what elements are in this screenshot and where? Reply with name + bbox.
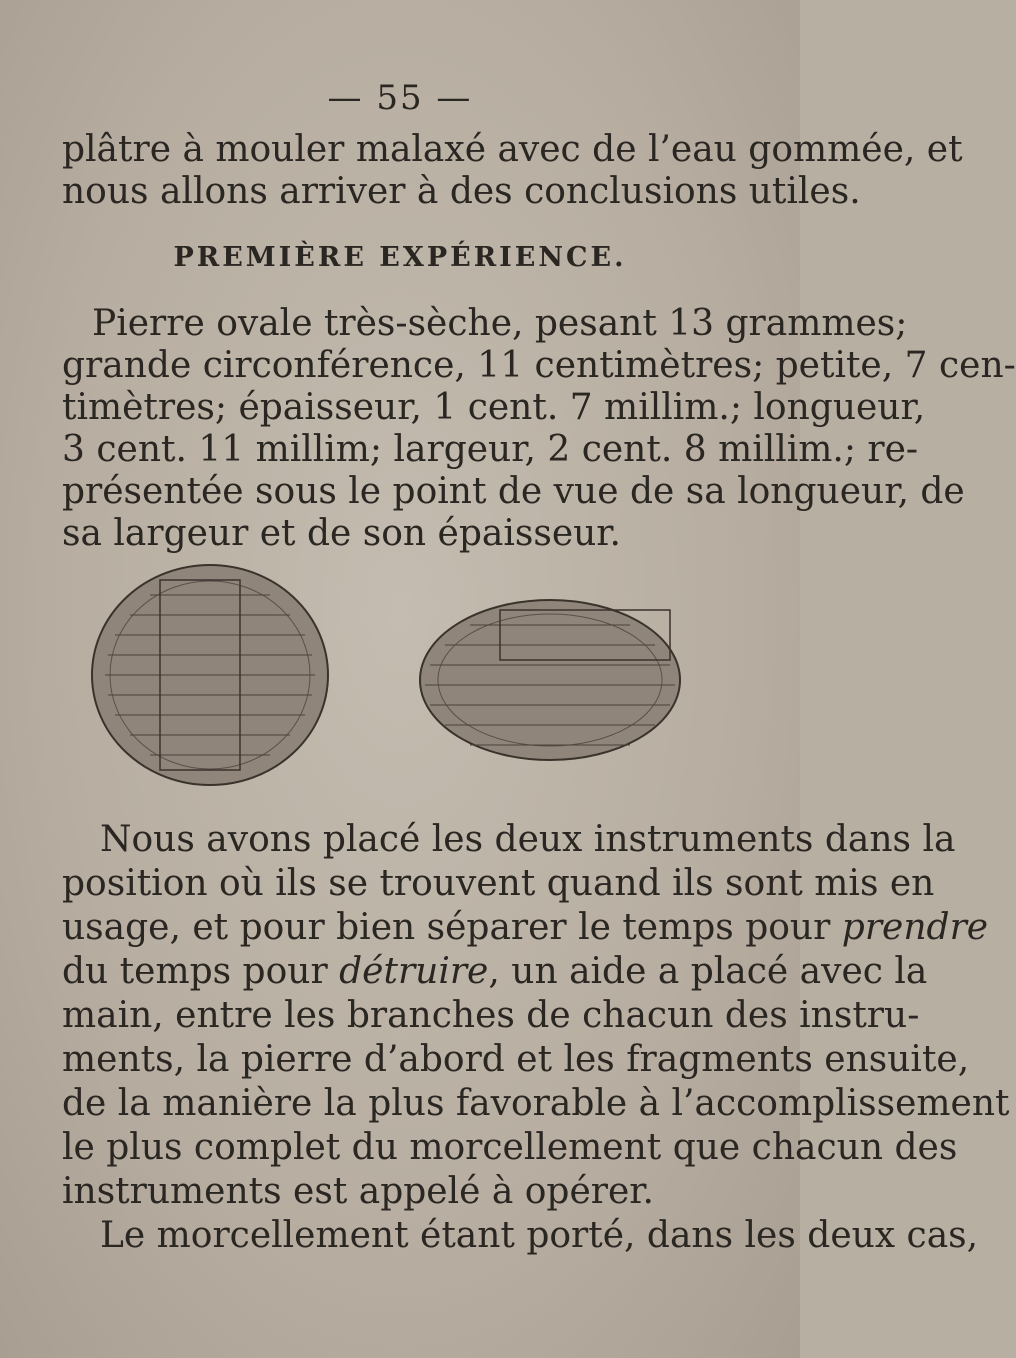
text-line: présentée sous le point de vue de sa longueur, de [62, 471, 965, 512]
page-number: — 55 — [327, 78, 473, 118]
italic-word: détruire [339, 951, 489, 992]
text-line: plâtre à mouler malaxé avec de l’eau gommée, et [62, 129, 963, 170]
text-segment: usage, et pour bien séparer le temps pour [62, 907, 831, 948]
text-line: de la manière la plus favorable à l’accomplissement [62, 1083, 1010, 1124]
text-line: grande circonférence, 11 centimètres; petite, 7 cen- [62, 345, 1016, 386]
text-line [62, 906, 989, 950]
text-line: main, entre les branches de chacun des instru- [62, 995, 920, 1036]
text-segment: du temps pour [62, 951, 328, 992]
text-line: Nous avons placé les deux instruments dans la [100, 819, 956, 860]
text-line: nous allons arriver à des conclusions utiles. [62, 171, 861, 212]
text-line: position où ils se trouvent quand ils sont mis en [62, 863, 935, 904]
text-line: sa largeur et de son épaisseur. [62, 513, 622, 554]
section-heading: PREMIÈRE EXPÉRIENCE. [173, 242, 627, 273]
text-segment: , un aide a placé avec la [488, 951, 928, 992]
text-line: 3 cent. 11 millim; largeur, 2 cent. 8 millim.; re- [62, 429, 919, 470]
text-line: ments, la pierre d’abord et les fragments ensuite, [62, 1039, 970, 1080]
text-line: instruments est appelé à opérer. [62, 1171, 654, 1212]
text-line [62, 950, 928, 994]
stone-figures [80, 560, 720, 790]
italic-word: prendre [841, 907, 989, 948]
text-line: le plus complet du morcellement que chacun des [62, 1127, 958, 1168]
stone-figure-front [80, 560, 380, 790]
text-line: Le morcellement étant porté, dans les deux cas, [100, 1215, 979, 1256]
text-line: Pierre ovale très-sèche, pesant 13 grammes; [92, 303, 908, 344]
text-line: timètres; épaisseur, 1 cent. 7 millim.; longueur, [62, 387, 926, 428]
stone-figure-side [410, 560, 710, 790]
